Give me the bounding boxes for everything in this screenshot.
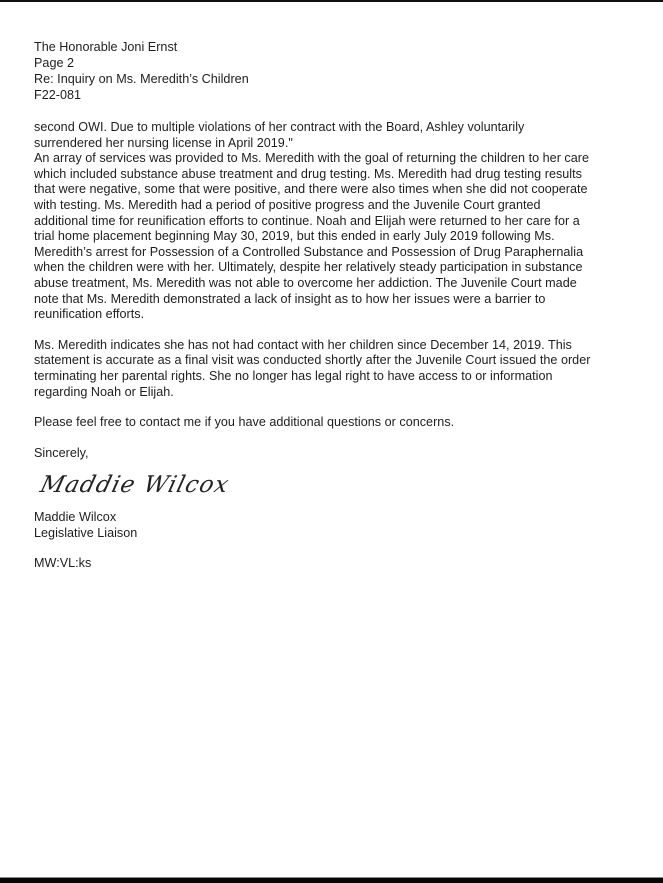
paragraph-line: An array of services was provided to Ms. Meredith with the goal of returning the children to her care <box>34 151 590 166</box>
paragraph-line: Ms. Meredith indicates she has not had contact with her children since December 14, 2019. This <box>34 337 572 352</box>
letter-page <box>34 39 634 572</box>
page-number-line: Page 2 <box>34 56 75 70</box>
paragraph-line: surrendered her nursing license in April 2019." <box>34 135 293 150</box>
paragraph-line: additional time for reunification efforts to continue. Noah and Elijah were returned to her care for a <box>34 213 580 228</box>
paragraph-line: which included substance abuse treatment and drug testing. Ms. Meredith had drug testing results <box>34 166 582 181</box>
bottom-frame-bar <box>0 877 663 883</box>
handwritten-signature: Maddie Wilcox <box>37 472 233 499</box>
salutation: Sincerely, <box>34 445 89 460</box>
paragraph-line: Please feel free to contact me if you have additional questions or concerns. <box>34 415 455 430</box>
paragraph-line: trial home placement beginning May 30, 2019, but this ended in early July 2019 following Ms. <box>34 229 555 244</box>
subject-line: Re: Inquiry on Ms. Meredith’s Children <box>34 72 249 86</box>
signer-block <box>34 510 634 541</box>
reference-initials-block <box>34 556 634 572</box>
paragraph-line: Meredith’s arrest for Possession of a Controlled Substance and Possession of Drug Paraphernalia <box>34 244 584 259</box>
paragraph-contact-invite <box>34 415 634 431</box>
paragraph-line: second OWI. Due to multiple violations of her contract with the Board, Ashley voluntarily <box>34 120 525 134</box>
reference-initials: MW:VL:ks <box>34 556 92 571</box>
recipient-line: The Honorable Joni Ernst <box>34 40 178 54</box>
letter-closing <box>34 446 634 572</box>
paragraph-line: reunification efforts. <box>34 307 145 322</box>
paragraph-contact-status <box>34 338 634 400</box>
paragraph-line: terminating her parental rights. She no longer has legal right to have access to or information <box>34 368 553 383</box>
paragraph-services <box>34 120 634 323</box>
paragraph-line: note that Ms. Meredith demonstrated a lack of insight as to how her issues were a barrier to <box>34 291 546 306</box>
paragraph-line: statement is accurate as a final visit was conducted shortly after the Juvenile Court issued the order <box>34 353 591 368</box>
reference-number-line: F22-081 <box>34 88 82 102</box>
paragraph-line: when the children were with her. Ultimately, despite her relatively steady participation in substance <box>34 260 583 275</box>
paragraph-line: regarding Noah or Elijah. <box>34 384 174 399</box>
paragraph-line: abuse treatment, Ms. Meredith was not able to overcome her addiction. The Juvenile Court made <box>34 275 577 290</box>
letter-header <box>34 39 634 103</box>
top-frame-bar <box>0 0 663 2</box>
paragraph-line: that were negative, some that were positive, and there were also times when she did not cooperate <box>34 182 588 197</box>
paragraph-line: with testing. Ms. Meredith had a period of positive progress and the Juvenile Court granted <box>34 197 541 212</box>
signer-title: Legislative Liaison <box>34 525 138 540</box>
signer-name: Maddie Wilcox <box>34 510 117 525</box>
